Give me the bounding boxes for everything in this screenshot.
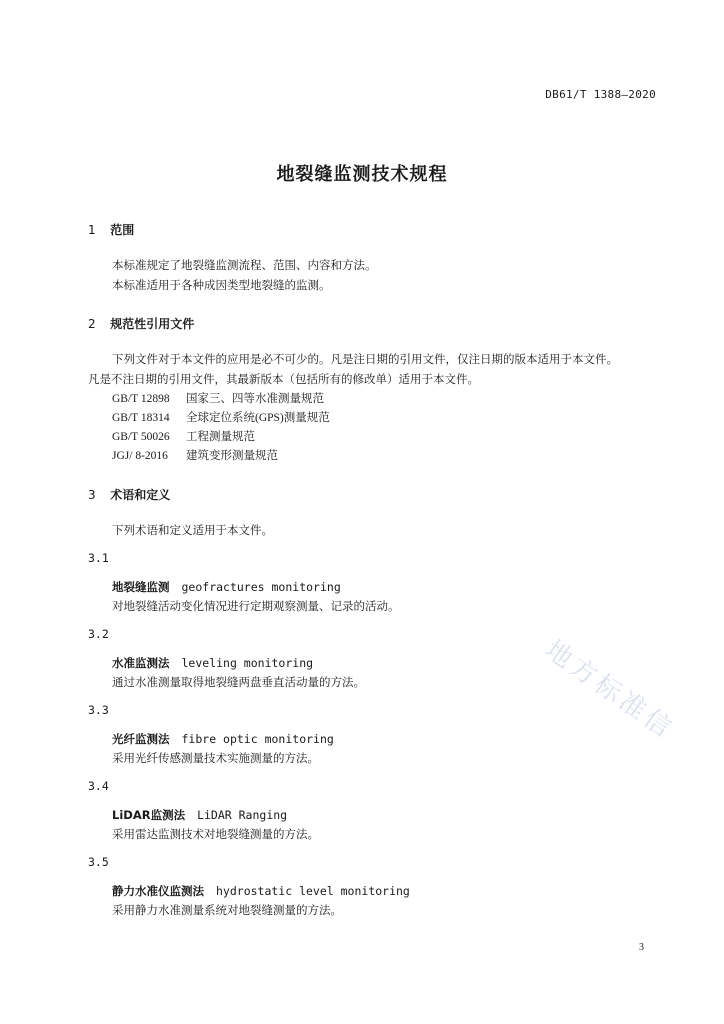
term-heading: [112, 579, 341, 595]
term-definition: 对地裂缝活动变化情况进行定期观察测量、记录的活动。: [112, 599, 400, 613]
term-number: 3.1: [88, 551, 109, 565]
reference-item: [112, 447, 278, 463]
section-title: 术语和定义: [110, 488, 171, 502]
section-2-heading: [88, 315, 194, 332]
paragraph: 凡是不注日期的引用文件，其最新版本（包括所有的修改单）适用于本文件。: [88, 372, 479, 386]
term-definition: 采用静力水准测量系统对地裂缝测量的方法。: [112, 903, 342, 917]
term-chinese: 光纤监测法: [112, 732, 170, 746]
paragraph: 本标准规定了地裂缝监测流程、范围、内容和方法。: [112, 258, 377, 272]
reference-item: [112, 428, 255, 444]
section-title: 范围: [110, 223, 135, 237]
reference-name: 国家三、四等水准测量规范: [186, 393, 324, 405]
section-number: 1: [88, 223, 96, 237]
section-number: 2: [88, 317, 96, 331]
term-chinese: 地裂缝监测: [112, 580, 170, 594]
term-english: leveling monitoring: [181, 656, 314, 670]
term-definition: 采用雷达监测技术对地裂缝测量的方法。: [112, 827, 319, 841]
term-number: 3.3: [88, 703, 109, 717]
reference-item: [112, 390, 324, 406]
reference-name: 建筑变形测量规范: [186, 450, 278, 462]
section-number: 3: [88, 488, 96, 502]
reference-code: JGJ/ 8-2016: [112, 450, 168, 462]
document-title: 地裂缝监测技术规程: [276, 164, 448, 185]
section-1-heading: [88, 221, 134, 238]
term-english: fibre optic monitoring: [181, 732, 334, 746]
term-number: 3.4: [88, 779, 109, 793]
term-definition: 采用光纤传感测量技术实施测量的方法。: [112, 751, 319, 765]
reference-name: 工程测量规范: [186, 431, 255, 443]
term-heading: [112, 883, 410, 899]
term-heading: [112, 807, 287, 823]
section-title: 规范性引用文件: [110, 317, 195, 331]
watermark-text: 地方标准信: [539, 634, 680, 746]
reference-code: GB/T 12898: [112, 393, 170, 405]
term-english: LiDAR Ranging: [197, 808, 288, 822]
term-number: 3.2: [88, 627, 109, 641]
term-number: 3.5: [88, 855, 109, 869]
term-definition: 通过水准测量取得地裂缝两盘垂直活动量的方法。: [112, 675, 365, 689]
paragraph: 本标准适用于各种成因类型地裂缝的监测。: [112, 278, 331, 292]
reference-item: [112, 409, 330, 425]
term-heading: [112, 731, 334, 747]
term-chinese: 水准监测法: [112, 656, 170, 670]
reference-code: GB/T 18314: [112, 412, 170, 424]
term-chinese: 静力水准仪监测法: [112, 884, 204, 898]
reference-code: GB/T 50026: [112, 431, 170, 443]
term-chinese: LiDAR监测法: [112, 808, 186, 822]
term-heading: [112, 655, 313, 671]
page-number: 3: [639, 942, 644, 953]
term-english: geofractures monitoring: [181, 580, 341, 594]
term-english: hydrostatic level monitoring: [216, 884, 410, 898]
paragraph: 下列术语和定义适用于本文件。: [112, 523, 273, 537]
section-3-heading: [88, 486, 170, 503]
paragraph: 下列文件对于本文件的应用是必不可少的。凡是注日期的引用文件，仅注日期的版本适用于本文件。: [112, 352, 618, 366]
reference-name: 全球定位系统(GPS)测量规范: [186, 412, 330, 424]
standard-code: DB61/T 1388—2020: [545, 88, 656, 101]
